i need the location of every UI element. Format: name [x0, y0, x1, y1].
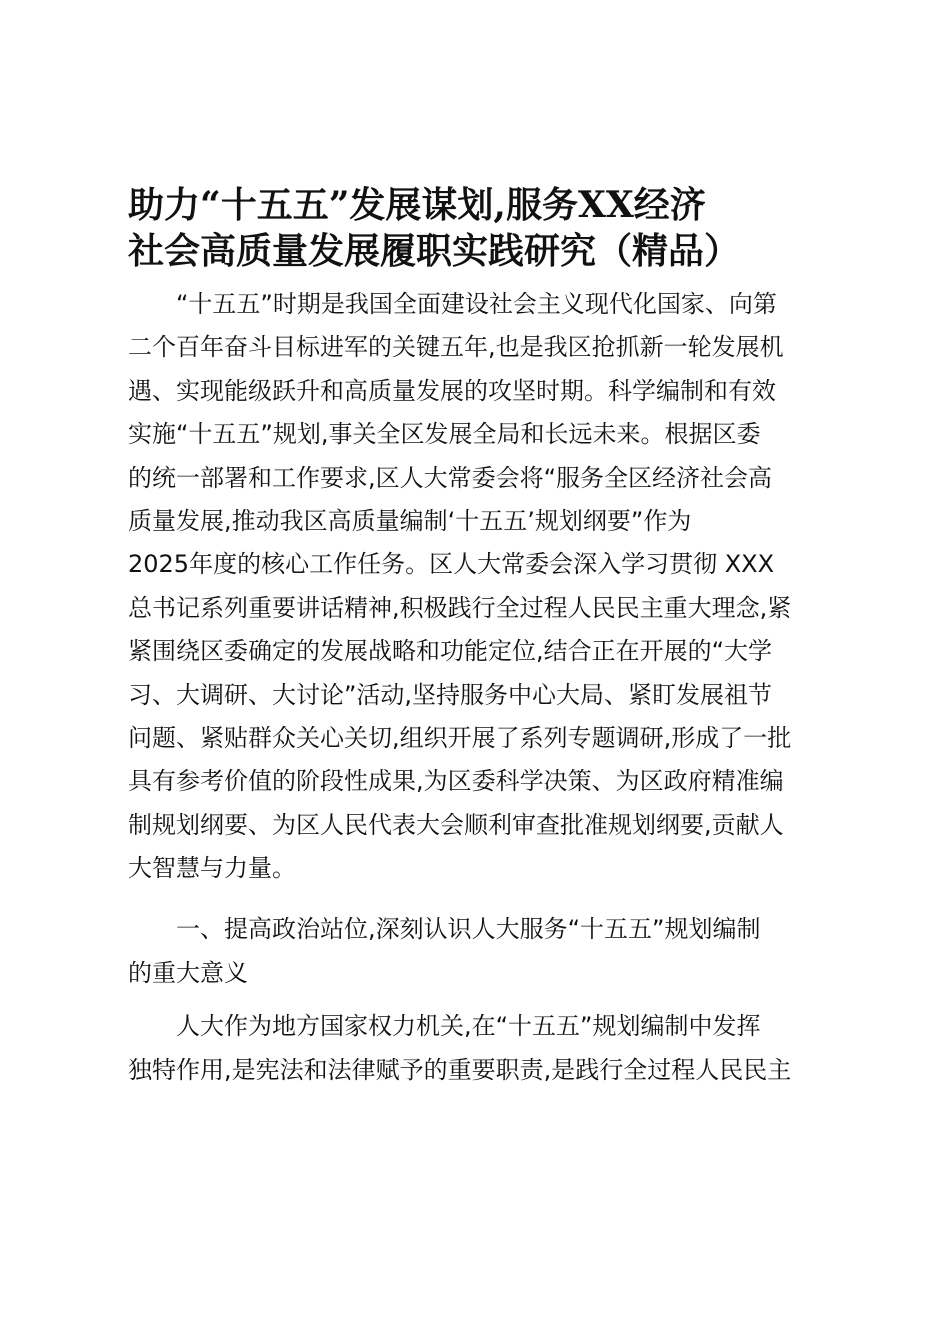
paragraph-line: 二个百年奋斗目标进军的关键五年,也是我区抢抓新一轮发展机: [128, 333, 784, 362]
paragraph-line: 独特作用,是宪法和法律赋予的重要职责,是践行全过程人民民主: [128, 1055, 792, 1084]
document-title: [128, 182, 828, 274]
document-body: [128, 283, 833, 1092]
paragraph-line: 遇、实现能级跃升和高质量发展的攻坚时期。科学编制和有效: [128, 376, 776, 405]
title-line: 助力“十五五”发展谋划,服务XX经济: [128, 184, 706, 226]
paragraph-line: 实施“十五五”规划,事关全区发展全局和长远未来。根据区委: [128, 420, 761, 449]
heading-line: 一、提高政治站位,深刻认识人大服务“十五五”规划编制: [176, 915, 761, 944]
heading-line: 的重大意义: [128, 958, 248, 987]
intro-paragraph: [128, 283, 833, 890]
paragraph-line: 紧围绕区委确定的发展战略和功能定位,结合正在开展的“大学: [128, 637, 773, 666]
paragraph-line: 具有参考价值的阶段性成果,为区委科学决策、为区政府精准编: [128, 767, 784, 796]
title-line: 社会高质量发展履职实践研究（精品）: [128, 230, 741, 272]
paragraph-line: 的统一部署和工作要求,区人大常委会将“服务全区经济社会高: [128, 463, 773, 492]
section-paragraph: [128, 1005, 833, 1092]
paragraph-line: 大智慧与力量。: [128, 854, 296, 883]
paragraph-line: 问题、紧贴群众关心关切,组织开展了系列专题调研,形成了一批: [128, 723, 792, 752]
paragraph-line: 制规划纲要、为区人民代表大会顺利审查批准规划纲要,贡献人: [128, 810, 784, 839]
paragraph-line: 人大作为地方国家权力机关,在“十五五”规划编制中发挥: [176, 1012, 761, 1041]
paragraph-line: 习、大调研、大讨论”活动,坚持服务中心大局、紧盯发展祖节: [128, 680, 773, 709]
paragraph-spacer: [128, 995, 833, 1005]
paragraph-spacer: [128, 890, 833, 908]
paragraph-line: 总书记系列重要讲话精神,积极践行全过程人民民主重大理念,紧: [128, 593, 792, 622]
section-heading: [128, 908, 833, 995]
paragraph-line: 质量发展,推动我区高质量编制‘十五五’规划纲要”作为: [128, 506, 692, 535]
paragraph-line: 2025年度的核心工作任务。区人大常委会深入学习贯彻 XXX: [128, 550, 775, 579]
paragraph-line: “十五五”时期是我国全面建设社会主义现代化国家、向第: [176, 290, 777, 318]
